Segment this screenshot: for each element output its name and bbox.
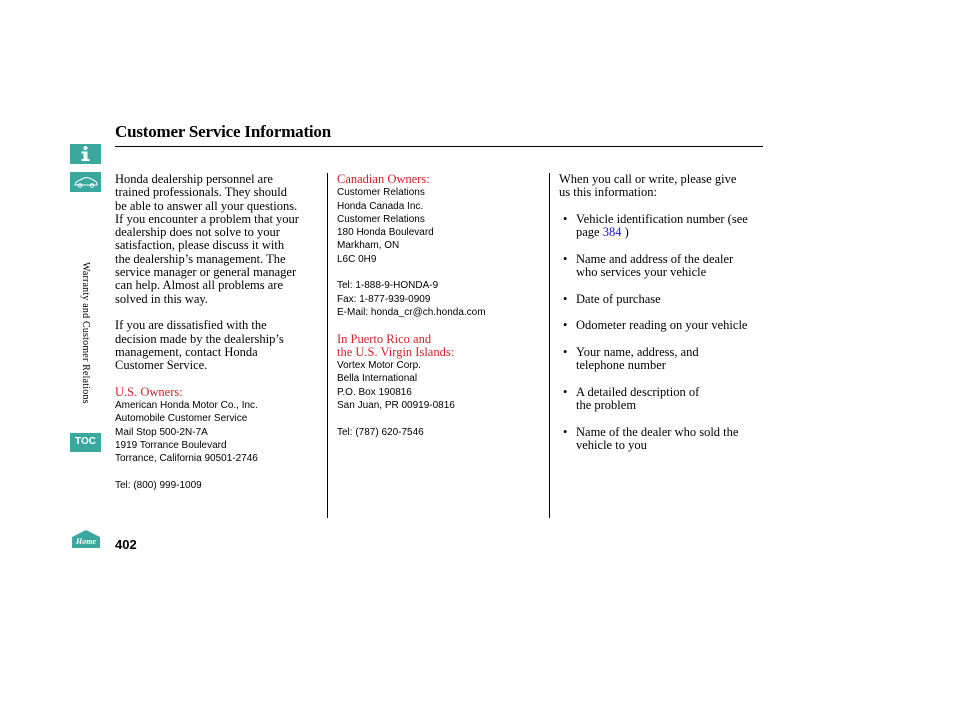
address-line: Torrance, California 90501-2746: [115, 453, 258, 465]
column-1: [115, 173, 320, 492]
bullet-dot: •: [563, 384, 568, 399]
bullet-dealer-service: [563, 253, 764, 280]
heading-line: In Puerto Rico and: [337, 331, 432, 346]
text-line: can help. Almost all problems are: [115, 278, 284, 293]
contact-line: Tel: 1-888-9-HONDA-9: [337, 280, 439, 292]
bullet-contact-info: [563, 346, 764, 373]
canada-contacts: [337, 279, 537, 319]
text-line: trained professionals. They should: [115, 185, 287, 200]
column-3: [559, 173, 764, 452]
bullet-dot: •: [563, 424, 568, 439]
address-line: Customer Relations: [337, 187, 425, 199]
address-line: Vortex Motor Corp.: [337, 360, 421, 372]
text-line: Honda dealership personnel are: [115, 172, 273, 186]
text-line: decision made by the dealership’s: [115, 331, 284, 346]
text-line: Odometer reading on your vehicle: [576, 318, 748, 333]
text-line: Name and address of the dealer: [576, 251, 734, 266]
page-ref-suffix: ): [621, 225, 629, 240]
address-line: 180 Honda Boulevard: [337, 227, 434, 239]
text-line: solved in this way.: [115, 291, 208, 306]
text-line: service manager or general manager: [115, 265, 297, 280]
address-line: Honda Canada Inc.: [337, 200, 424, 212]
text-line: vehicle to you: [576, 437, 647, 452]
text-line: Date of purchase: [576, 291, 661, 306]
page-ref-prefix: page: [576, 225, 603, 240]
text-line: If you are dissatisfied with the: [115, 318, 267, 333]
intro-paragraph: [115, 173, 320, 306]
toc-label: TOC: [75, 436, 96, 447]
address-line: Customer Relations: [337, 213, 425, 225]
home-icon: [70, 529, 102, 549]
column-2: [337, 173, 537, 439]
bullet-dot: •: [563, 344, 568, 359]
title-divider: [115, 146, 763, 147]
address-line: Mail Stop 500-2N-7A: [115, 426, 208, 438]
us-owners-heading: U.S. Owners:: [115, 384, 183, 399]
address-line: American Honda Motor Co., Inc.: [115, 400, 258, 412]
text-line: Name of the dealer who sold the: [576, 424, 739, 439]
bullet-dot: •: [563, 318, 568, 333]
page-link-384[interactable]: 384: [602, 225, 622, 240]
address-line: P.O. Box 190816: [337, 386, 412, 398]
address-line: San Juan, PR 00919-0816: [337, 400, 455, 412]
bullet-selling-dealer: [563, 426, 764, 453]
text-line: us this information:: [559, 185, 657, 200]
text-line: When you call or write, please give: [559, 172, 737, 186]
address-line: Markham, ON: [337, 240, 400, 252]
us-telephone: Tel: (800) 999-1009: [115, 479, 202, 491]
bullet-odometer: [563, 319, 764, 332]
bullet-dot: •: [563, 291, 568, 306]
text-line: telephone number: [576, 358, 666, 373]
bullet-purchase-date: [563, 293, 764, 306]
toc-button[interactable]: [70, 433, 101, 452]
bullet-vin: [563, 213, 764, 240]
column-divider-1: [327, 173, 328, 518]
canadian-owners-heading: Canadian Owners:: [337, 172, 430, 186]
page-number: 402: [115, 537, 137, 552]
text-line: the problem: [576, 398, 637, 413]
text-line: [576, 226, 764, 239]
contact-line: Fax: 1-877-939-0909: [337, 293, 431, 305]
text-line: satisfaction, please discuss it with: [115, 238, 285, 253]
puerto-rico-heading: [337, 333, 537, 360]
section-label: [79, 262, 93, 427]
column-divider-2: [549, 173, 550, 518]
text-line: the dealership’s management. The: [115, 251, 286, 266]
address-line: Bella International: [337, 373, 418, 385]
bullet-dot: •: [563, 211, 568, 226]
info-intro: [559, 173, 764, 200]
heading-line: the U.S. Virgin Islands:: [337, 344, 455, 359]
text-line: who services your vehicle: [576, 265, 707, 280]
text-line: Customer Service.: [115, 358, 208, 373]
contact-line: E-Mail: honda_cr@ch.honda.com: [337, 306, 486, 318]
canada-address: [337, 186, 537, 266]
bullet-dot: •: [563, 251, 568, 266]
puerto-rico-telephone: Tel: (787) 620-7546: [337, 426, 424, 438]
text-line: management, contact Honda: [115, 344, 258, 359]
text-line: Your name, address, and: [576, 344, 699, 359]
text-line: A detailed description of: [576, 384, 700, 399]
home-button[interactable]: [70, 529, 102, 554]
page-title: Customer Service Information: [115, 122, 331, 141]
dissatisfied-paragraph: [115, 319, 320, 372]
text-line: be able to answer all your questions.: [115, 198, 298, 213]
puerto-rico-address: [337, 359, 537, 412]
text-line: Vehicle identification number (see: [576, 211, 748, 226]
address-line: 1919 Torrance Boulevard: [115, 439, 227, 451]
address-line: L6C 0H9: [337, 253, 377, 265]
text-line: dealership does not solve to your: [115, 225, 280, 240]
info-icon[interactable]: [70, 144, 101, 164]
text-line: If you encounter a problem that your: [115, 211, 299, 226]
car-icon[interactable]: [70, 172, 101, 192]
bullet-problem-description: [563, 386, 764, 413]
address-line: Automobile Customer Service: [115, 413, 248, 425]
section-label-text: Warranty and Customer Relations: [80, 262, 91, 404]
home-label: Home: [76, 537, 96, 546]
us-address: [115, 399, 320, 465]
